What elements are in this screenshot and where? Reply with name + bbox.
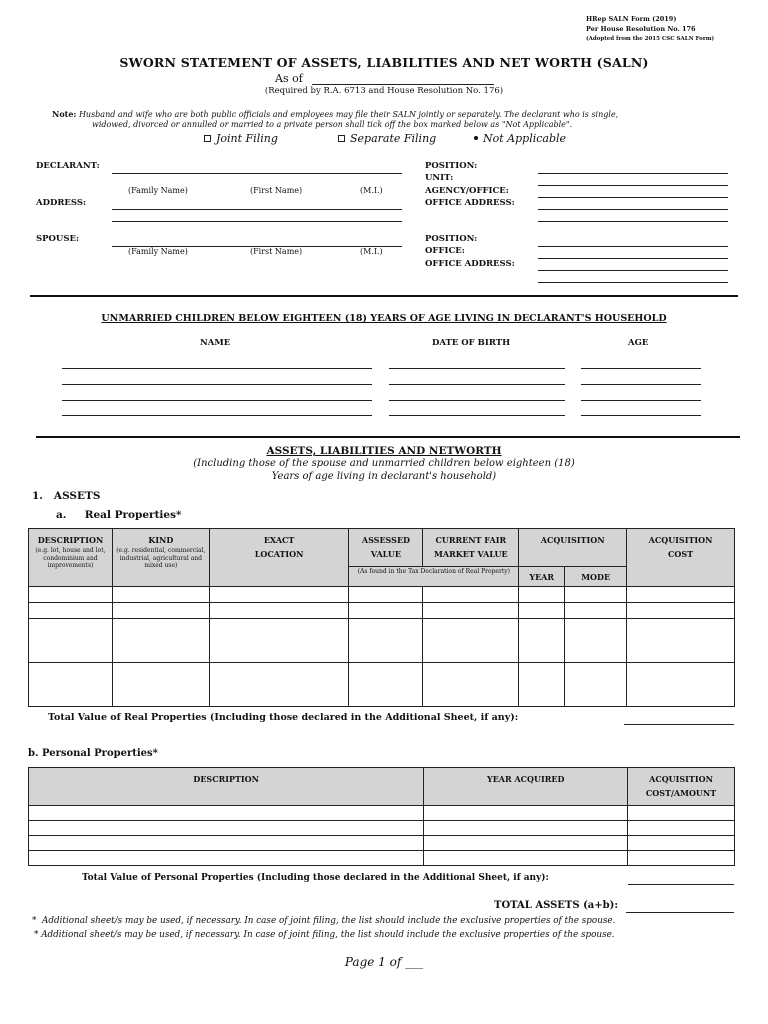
spouse-first-name-caption: (First Name) bbox=[250, 247, 303, 256]
table-cell[interactable] bbox=[112, 587, 209, 603]
declarant-label: DECLARANT: bbox=[36, 161, 100, 171]
table-cell[interactable] bbox=[424, 836, 628, 851]
table-cell[interactable] bbox=[349, 587, 423, 603]
note-line-1 bbox=[52, 109, 618, 119]
spouse-office-label: OFFICE: bbox=[425, 246, 465, 256]
col-acq-cost-label-1: ACQUISITION bbox=[648, 535, 713, 545]
personal-properties-table bbox=[28, 767, 735, 866]
section-divider-2 bbox=[36, 436, 740, 438]
children-title: UNMARRIED CHILDREN BELOW EIGHTEEN (18) YEARS OF AGE LIVING IN DECLARANT'S HOUSEHOLD bbox=[101, 313, 667, 324]
table-cell[interactable] bbox=[209, 603, 349, 619]
total-personal-label: Total Value of Personal Properties (Including those declared in the Additional Sheet, if any): bbox=[82, 873, 549, 883]
footnote-2: * Additional sheet/s may be used, if necessary. In case of joint filing, the list should include the exclusive properties of the spouse. bbox=[34, 930, 615, 940]
col-acquisition-label: ACQUISITION bbox=[540, 535, 605, 545]
table-cell[interactable] bbox=[519, 663, 565, 707]
col-description-note: (e.g. lot, house and lot, condominium and improvements) bbox=[35, 547, 106, 569]
table-cell[interactable] bbox=[209, 619, 349, 663]
child-name-line[interactable] bbox=[62, 368, 372, 369]
table-cell[interactable] bbox=[423, 603, 519, 619]
not-applicable-label: Not Applicable bbox=[483, 132, 567, 145]
col-assessed-label: ASSESSED bbox=[361, 535, 410, 545]
note-text-1: Husband and wife who are both public officials and employees may file their SALN jointly or separately. The declarant who is single, bbox=[78, 110, 619, 119]
form-name: HRep SALN Form (2019) bbox=[586, 15, 677, 23]
table-cell[interactable] bbox=[424, 851, 628, 866]
col-year-label: YEAR bbox=[529, 572, 555, 582]
table-cell[interactable] bbox=[29, 836, 424, 851]
address-line-1[interactable] bbox=[112, 209, 402, 210]
child-name-line[interactable] bbox=[62, 415, 372, 416]
tax-declaration-note-cell bbox=[349, 567, 519, 587]
real-properties-table bbox=[28, 528, 735, 707]
table-cell[interactable] bbox=[29, 663, 113, 707]
section-divider-1 bbox=[30, 295, 738, 297]
not-applicable-bullet-icon[interactable] bbox=[474, 136, 478, 140]
col-location-label: LOCATION bbox=[254, 549, 304, 559]
declarant-first-name-caption: (First Name) bbox=[250, 186, 303, 195]
table-cell[interactable] bbox=[29, 821, 424, 836]
as-of-label: As of bbox=[275, 72, 303, 85]
declarant-name-line[interactable] bbox=[112, 173, 402, 174]
declarant-agency-line[interactable] bbox=[538, 197, 728, 198]
spouse-position-label: POSITION: bbox=[425, 234, 478, 244]
assets-section-sub-1: (Including those of the spouse and unmarried children below eighteen (18) bbox=[193, 458, 575, 469]
table-cell[interactable] bbox=[349, 603, 423, 619]
declarant-unit-line[interactable] bbox=[538, 185, 728, 186]
child-name-line[interactable] bbox=[62, 400, 372, 401]
table-cell[interactable] bbox=[519, 619, 565, 663]
col-exact-location bbox=[209, 529, 349, 587]
declarant-position-line[interactable] bbox=[538, 173, 728, 174]
table-row bbox=[29, 821, 735, 836]
table-cell[interactable] bbox=[565, 663, 627, 707]
col-value-label: VALUE bbox=[370, 549, 401, 559]
personal-col-description-label: DESCRIPTION bbox=[193, 774, 259, 784]
col-market-value-label: MARKET VALUE bbox=[434, 549, 508, 559]
tax-declaration-note: (As found in the Tax Declaration of Real Property) bbox=[357, 568, 510, 575]
page-title: SWORN STATEMENT OF ASSETS, LIABILITIES AND NET WORTH (SALN) bbox=[119, 55, 649, 70]
table-cell[interactable] bbox=[423, 587, 519, 603]
col-mode bbox=[565, 567, 627, 587]
col-current-fair-label: CURRENT FAIR bbox=[435, 535, 507, 545]
table-row bbox=[29, 663, 735, 707]
col-assessed-value bbox=[349, 529, 423, 567]
note-text-2: widowed, divorced or annulled or married to a private person shall tick off the box marked below as "Not Applicable". bbox=[92, 120, 573, 129]
child-age-line[interactable] bbox=[581, 415, 701, 416]
personal-properties-label: b. Personal Properties* bbox=[28, 748, 158, 759]
spouse-position-line[interactable] bbox=[538, 246, 728, 247]
total-real-line[interactable] bbox=[624, 724, 734, 725]
declarant-family-name-caption: (Family Name) bbox=[128, 186, 188, 195]
col-mode-label: MODE bbox=[581, 572, 611, 582]
personal-col-acquisition bbox=[628, 768, 735, 806]
child-dob-line[interactable] bbox=[389, 368, 565, 369]
col-description bbox=[29, 529, 113, 587]
col-acquisition bbox=[519, 529, 627, 567]
col-exact-label: EXACT bbox=[263, 535, 295, 545]
declarant-agency-label: AGENCY/OFFICE: bbox=[425, 186, 509, 196]
child-dob-line[interactable] bbox=[389, 384, 565, 385]
table-cell[interactable] bbox=[423, 663, 519, 707]
assets-section-title: ASSETS, LIABILITIES AND NETWORTH bbox=[266, 445, 502, 457]
declarant-unit-label: UNIT: bbox=[425, 173, 454, 183]
joint-filing-checkbox[interactable] bbox=[204, 135, 211, 142]
table-row bbox=[29, 806, 735, 821]
declarant-office-address-label: OFFICE ADDRESS: bbox=[425, 198, 515, 208]
separate-filing-option[interactable] bbox=[338, 132, 436, 145]
child-name-line[interactable] bbox=[62, 384, 372, 385]
spouse-office-address-line-1[interactable] bbox=[538, 270, 728, 271]
table-cell[interactable] bbox=[628, 851, 735, 866]
table-cell[interactable] bbox=[349, 619, 423, 663]
children-col-age: AGE bbox=[628, 338, 649, 348]
assets-label: 1. ASSETS bbox=[32, 490, 101, 502]
declarant-mi-caption: (M.I.) bbox=[360, 186, 383, 195]
col-kind-note: (e.g. residential, commercial, industrial, agricultural and mixed use) bbox=[116, 547, 206, 569]
personal-col-description bbox=[29, 768, 424, 806]
table-cell[interactable] bbox=[112, 603, 209, 619]
note-label: Note: bbox=[52, 109, 77, 119]
spouse-label: SPOUSE: bbox=[36, 234, 80, 244]
required-by: (Required by R.A. 6713 and House Resolution No. 176) bbox=[264, 86, 504, 96]
table-row bbox=[29, 587, 735, 603]
table-cell[interactable] bbox=[29, 806, 424, 821]
personal-col-year-acquired bbox=[424, 768, 628, 806]
col-acq-cost-label-2: COST bbox=[668, 549, 694, 559]
joint-filing-label: Joint Filing bbox=[216, 132, 278, 145]
table-cell[interactable] bbox=[209, 663, 349, 707]
table-cell[interactable] bbox=[565, 587, 627, 603]
spouse-mi-caption: (M.I.) bbox=[360, 247, 383, 256]
table-cell[interactable] bbox=[29, 587, 113, 603]
declarant-position-label: POSITION: bbox=[425, 161, 478, 171]
personal-col-year-label: YEAR ACQUIRED bbox=[487, 774, 565, 784]
table-cell[interactable] bbox=[627, 663, 735, 707]
personal-col-acq-label-2: COST/AMOUNT bbox=[645, 788, 717, 798]
total-assets-line[interactable] bbox=[626, 912, 734, 913]
table-cell[interactable] bbox=[627, 603, 735, 619]
table-cell[interactable] bbox=[423, 619, 519, 663]
col-year bbox=[519, 567, 565, 587]
child-age-line[interactable] bbox=[581, 368, 701, 369]
col-fair-market bbox=[423, 529, 519, 567]
spouse-family-name-caption: (Family Name) bbox=[128, 247, 188, 256]
total-personal-line[interactable] bbox=[628, 884, 734, 885]
table-cell[interactable] bbox=[627, 619, 735, 663]
spouse-office-line[interactable] bbox=[538, 258, 728, 259]
table-cell[interactable] bbox=[424, 821, 628, 836]
child-dob-line[interactable] bbox=[389, 400, 565, 401]
resolution-note: Per House Resolution No. 176 bbox=[586, 25, 696, 33]
not-applicable-option[interactable] bbox=[474, 132, 566, 145]
separate-filing-checkbox[interactable] bbox=[338, 135, 345, 142]
table-row bbox=[29, 836, 735, 851]
address-line-2[interactable] bbox=[112, 221, 402, 222]
table-cell[interactable] bbox=[628, 821, 735, 836]
page-number: Page 1 of ___ bbox=[344, 955, 424, 969]
table-cell[interactable] bbox=[519, 603, 565, 619]
children-col-name: NAME bbox=[200, 338, 231, 348]
child-age-line[interactable] bbox=[581, 400, 701, 401]
table-cell[interactable] bbox=[112, 619, 209, 663]
table-row bbox=[29, 619, 735, 663]
col-acquisition-cost bbox=[627, 529, 735, 587]
real-properties-label: a. Real Properties* bbox=[56, 509, 182, 521]
table-cell[interactable] bbox=[424, 806, 628, 821]
personal-col-acq-label-1: ACQUISITION bbox=[649, 774, 713, 784]
declarant-office-address-line-2[interactable] bbox=[538, 221, 728, 222]
table-cell[interactable] bbox=[565, 603, 627, 619]
table-row bbox=[29, 603, 735, 619]
joint-filing-option[interactable] bbox=[204, 132, 278, 145]
col-kind-label: KIND bbox=[148, 535, 174, 545]
spouse-office-address-label: OFFICE ADDRESS: bbox=[425, 259, 515, 269]
child-age-line[interactable] bbox=[581, 384, 701, 385]
table-cell[interactable] bbox=[29, 851, 424, 866]
children-col-dob: DATE OF BIRTH bbox=[432, 338, 511, 348]
spouse-office-address-line-2[interactable] bbox=[538, 282, 728, 283]
table-cell[interactable] bbox=[29, 603, 113, 619]
adopted-note: (Adopted from the 2015 CSC SALN Form) bbox=[586, 36, 715, 42]
table-cell[interactable] bbox=[209, 587, 349, 603]
footnote-1: * Additional sheet/s may be used, if necessary. In case of joint filing, the list should include the exclusive properties of the spouse. bbox=[32, 916, 616, 926]
table-cell[interactable] bbox=[112, 663, 209, 707]
declarant-office-address-line-1[interactable] bbox=[538, 209, 728, 210]
address-label: ADDRESS: bbox=[36, 198, 87, 208]
table-cell[interactable] bbox=[628, 836, 735, 851]
table-cell[interactable] bbox=[627, 587, 735, 603]
total-assets-label: TOTAL ASSETS (a+b): bbox=[494, 900, 619, 911]
table-cell[interactable] bbox=[29, 619, 113, 663]
as-of-line[interactable] bbox=[312, 84, 494, 85]
col-kind bbox=[112, 529, 209, 587]
col-description-label: DESCRIPTION bbox=[37, 535, 104, 545]
table-cell[interactable] bbox=[349, 663, 423, 707]
table-row bbox=[29, 851, 735, 866]
separate-filing-label: Separate Filing bbox=[350, 132, 437, 145]
assets-section-sub-2: Years of age living in declarant's household) bbox=[271, 471, 497, 482]
child-dob-line[interactable] bbox=[389, 415, 565, 416]
table-cell[interactable] bbox=[519, 587, 565, 603]
table-cell[interactable] bbox=[565, 619, 627, 663]
table-cell[interactable] bbox=[628, 806, 735, 821]
total-real-label: Total Value of Real Properties (Including those declared in the Additional Sheet, if any): bbox=[48, 712, 519, 723]
